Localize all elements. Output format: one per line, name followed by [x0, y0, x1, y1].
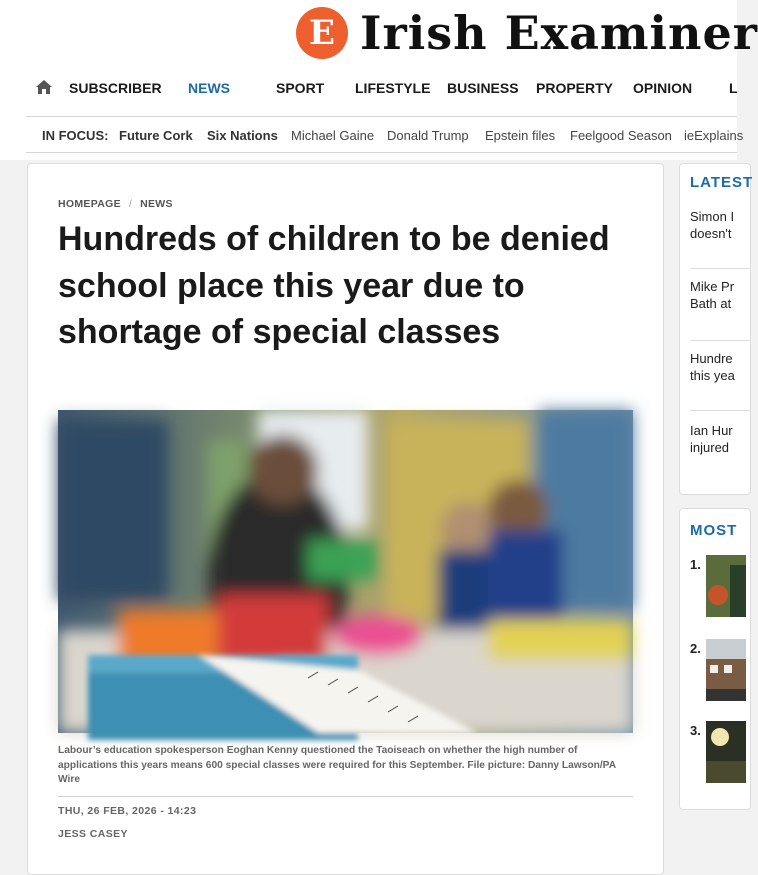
focus-link-epstein-files[interactable]: Epstein files: [485, 128, 556, 143]
logo-mark-icon: E: [296, 7, 348, 59]
site-header: [0, 0, 758, 160]
breadcrumb-news[interactable]: NEWS: [140, 198, 173, 210]
most-thumb-1[interactable]: [706, 555, 746, 617]
focus-divider: [26, 152, 737, 153]
latest-item-1-line1: Simon I: [690, 209, 735, 224]
nav-more[interactable]: L: [729, 80, 738, 96]
latest-item-1[interactable]: [690, 208, 750, 242]
latest-item-2[interactable]: [690, 278, 750, 312]
main-nav: [0, 70, 737, 108]
latest-news-panel: [679, 163, 754, 495]
most-title: MOST: [690, 522, 738, 539]
classroom-photo: [58, 410, 633, 733]
latest-divider: [690, 410, 750, 411]
focus-link-michael-gaine[interactable]: Michael Gaine: [291, 128, 375, 143]
latest-item-4[interactable]: [690, 422, 750, 456]
nav-news[interactable]: NEWS: [188, 80, 230, 96]
latest-item-1-line2: doesn't: [690, 226, 732, 241]
nav-sport[interactable]: SPORT: [276, 80, 325, 96]
latest-divider: [690, 268, 750, 269]
photo-caption: Labour’s education spokesperson Eoghan Kenny questioned the Taoiseach on whether the high number of applications this years means 600 special classes were required for this September. File picture: Danny Lawson/PA Wire: [58, 745, 616, 785]
nav-divider: [26, 116, 737, 117]
focus-link-six-nations[interactable]: Six Nations: [207, 128, 278, 143]
focus-link-ieexplains[interactable]: ieExplains: [684, 128, 744, 143]
nav-property[interactable]: PROPERTY: [536, 80, 614, 96]
latest-item-4-line2: injured: [690, 440, 730, 455]
breadcrumb: [58, 198, 173, 210]
latest-item-2-line2: Bath at: [690, 296, 732, 311]
focus-link-future-cork[interactable]: Future Cork: [119, 128, 193, 143]
most-thumb-2[interactable]: [706, 639, 746, 701]
most-rank-3: 3.: [690, 723, 701, 738]
article-author[interactable]: JESS CASEY: [58, 828, 128, 840]
nav-lifestyle[interactable]: LIFESTYLE: [355, 80, 431, 96]
nav-business[interactable]: BUSINESS: [447, 80, 519, 96]
nav-opinion[interactable]: OPINION: [633, 80, 693, 96]
article-headline: Hundreds of children to be denied school place this year due to shortage of special classes: [58, 220, 610, 351]
most-rank-2: 2.: [690, 641, 701, 656]
site-logo[interactable]: [296, 6, 758, 60]
latest-item-3[interactable]: [690, 350, 750, 384]
latest-item-3-line2: this yea: [690, 368, 735, 383]
breadcrumb-separator: /: [128, 198, 133, 210]
focus-link-donald-trump[interactable]: Donald Trump: [387, 128, 469, 143]
article-card: [27, 163, 664, 875]
focus-link-feelgood-season[interactable]: Feelgood Season: [570, 128, 672, 143]
latest-item-4-line1: Ian Hur: [690, 423, 733, 438]
latest-title: LATEST: [690, 174, 754, 191]
home-icon[interactable]: [36, 80, 52, 94]
breadcrumb-homepage[interactable]: HOMEPAGE: [58, 198, 121, 210]
latest-item-2-line1: Mike Pr: [690, 279, 735, 294]
latest-divider: [690, 340, 750, 341]
most-thumb-3[interactable]: [706, 721, 746, 783]
article-date: THU, 26 FEB, 2026 - 14:23: [58, 805, 197, 817]
in-focus-bar: [0, 128, 744, 148]
most-read-panel: [679, 508, 751, 810]
article-photo[interactable]: [58, 410, 633, 733]
caption-divider: [58, 796, 633, 797]
nav-subscriber[interactable]: SUBSCRIBER: [69, 80, 162, 96]
logo-wordmark: Irish Examiner: [360, 6, 758, 60]
latest-item-3-line1: Hundre: [690, 351, 733, 366]
in-focus-label: IN FOCUS:: [42, 128, 109, 143]
most-rank-1: 1.: [690, 557, 701, 572]
